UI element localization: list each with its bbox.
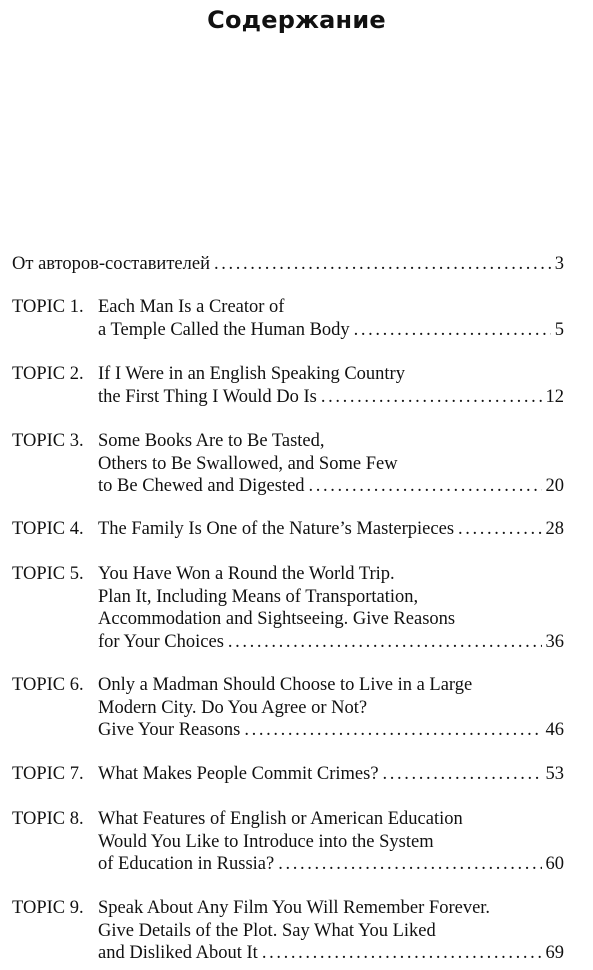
toc-entry-text: The Family Is One of the Nature’s Masterpieces [98,519,455,539]
toc-line [12,319,564,342]
toc-line [12,586,564,609]
toc-line [12,853,564,876]
toc-topic-label: TOPIC 2. [12,364,84,384]
toc-entry-text: Modern City. Do You Agree or Not? [98,697,368,718]
toc-entry-text: and Disliked About It [98,943,258,963]
toc-entry-text: Give Details of the Plot. Say What You Liked [98,920,436,941]
toc-page-number: 20 [545,476,564,496]
toc-line [12,942,564,965]
toc-line [12,674,564,697]
toc-line [12,808,564,831]
toc-entry-text: Each Man Is a Creator of [98,297,285,317]
toc-entry-text: Speak About Any Film You Will Remember Forever. [98,898,491,918]
page-title: Содержание [207,6,386,34]
toc-line [12,763,564,786]
dot-leader [278,853,541,876]
toc-line [12,518,564,541]
toc-line [12,386,564,409]
toc-entry-text: What Makes People Commit Crimes? [98,764,379,784]
toc-line [12,363,564,386]
toc-page-number: 28 [545,519,564,539]
toc-page-number: 60 [545,854,564,874]
toc-entry-topic-6[interactable] [12,674,564,742]
toc-entry-text: Others to Be Swallowed, and Some Few [98,453,398,474]
toc-entry-topic-1[interactable] [12,296,564,341]
dot-leader [214,253,551,276]
toc-page-number: 46 [545,720,564,740]
toc-line [12,563,564,586]
dot-leader [458,518,541,541]
toc-line [12,430,564,453]
toc-entry-topic-7[interactable] [12,763,564,786]
toc-topic-label: TOPIC 3. [12,431,84,451]
toc-entry-topic-8[interactable] [12,808,564,876]
toc-page-number: 53 [545,764,564,784]
toc-entry-text: You Have Won a Round the World Trip. [98,564,395,584]
toc-entry-text: Plan It, Including Means of Transportation, [98,586,419,607]
dot-leader [244,719,541,742]
toc-page-number: 3 [554,254,564,274]
toc-entry-text: to Be Chewed and Digested [98,476,305,496]
toc-entry-topic-9[interactable] [12,897,564,965]
toc-line [12,897,564,920]
dot-leader [383,763,542,786]
toc-line [12,296,564,319]
toc-entry-text: of Education in Russia? [98,854,275,874]
toc-entry-topic-4[interactable] [12,518,564,541]
dot-leader [354,319,551,342]
dot-leader [321,386,542,409]
toc-page-number: 12 [545,386,564,407]
toc-line [12,831,564,854]
toc-topic-label: TOPIC 4. [12,519,84,539]
toc-line [12,631,564,654]
toc-entry-topic-5[interactable] [12,563,564,653]
toc-line [12,475,564,498]
toc-line [12,608,564,631]
toc-line [12,920,564,943]
toc-entry-text: the First Thing I Would Do Is [98,386,317,407]
toc-topic-label: TOPIC 8. [12,809,84,829]
toc-entry-text: Accommodation and Sightseeing. Give Reasons [98,609,456,629]
dot-leader [309,475,542,498]
toc-line [12,453,564,476]
toc-page-number: 36 [545,631,564,652]
toc-entry-text: If I Were in an English Speaking Country [98,364,405,384]
toc-entry-text: Give Your Reasons [98,720,241,740]
toc-entry-text: a Temple Called the Human Body [98,319,350,340]
toc-entry-topic-2[interactable] [12,363,564,408]
toc-topic-label: TOPIC 9. [12,898,84,918]
dot-leader [262,942,542,965]
toc-entry-text: От авторов-составителей [12,254,210,274]
toc-entry-preface[interactable] [12,253,564,276]
toc-entry-text: Some Books Are to Be Tasted, [98,431,325,451]
toc-entry-text: What Features of English or American Education [98,809,463,829]
toc-page-number: 5 [554,319,564,340]
toc-line [12,253,564,276]
toc-entry-text: for Your Choices [98,631,224,652]
toc-topic-label: TOPIC 6. [12,675,84,695]
dot-leader [228,631,542,654]
toc-entry-text: Only a Madman Should Choose to Live in a Large [98,675,473,695]
toc-line [12,697,564,720]
toc-entry-text: Would You Like to Introduce into the System [98,831,434,852]
toc-topic-label: TOPIC 7. [12,764,84,784]
toc-entry-topic-3[interactable] [12,430,564,498]
toc-topic-label: TOPIC 5. [12,564,84,584]
toc-line [12,719,564,742]
toc-page-number: 69 [545,943,564,963]
toc-topic-label: TOPIC 1. [12,297,84,317]
